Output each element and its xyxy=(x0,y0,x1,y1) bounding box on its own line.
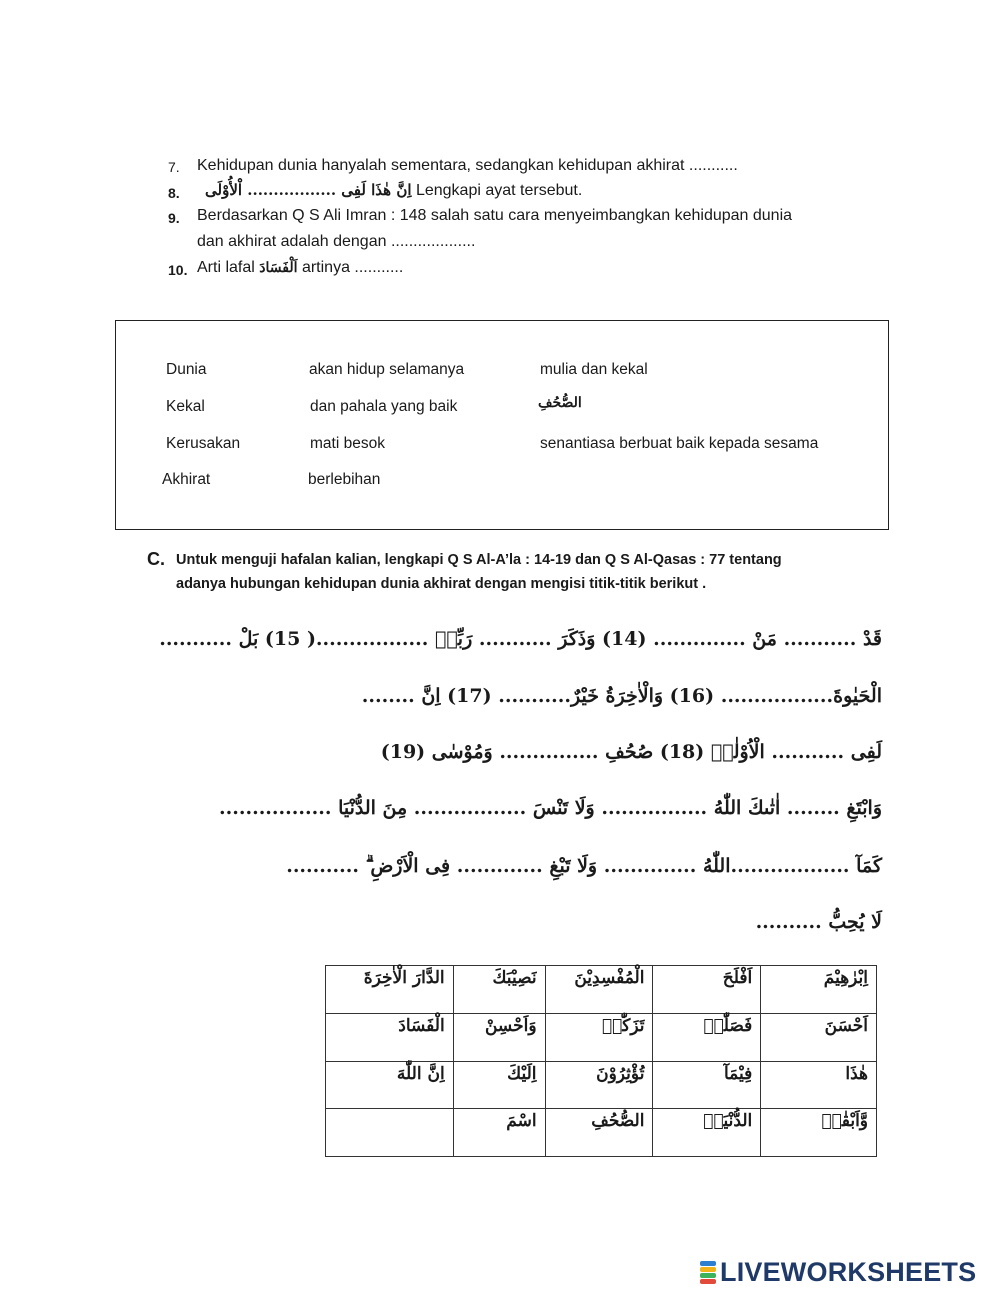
arabic-verse: اِنَّ هٰذَا لَفِى ................. اْلأُوْلَى xyxy=(205,181,412,199)
section-instruction-line1: Untuk menguji hafalan kalian, lengkapi Q S Al-A’la : 14-19 dan Q S Al-Qasas : 77 tentang xyxy=(176,552,782,568)
grid-cell: الْمُفْسِدِيْنَ xyxy=(545,966,653,1014)
arabic-word: اَلْفَسَادَ xyxy=(259,260,298,276)
word-bank-item: mulia dan kekal xyxy=(540,361,648,378)
grid-cell: الْفَسَادَ xyxy=(326,1013,454,1061)
table-row xyxy=(326,1109,877,1157)
grid-cell: اِلَيْكَ xyxy=(453,1061,545,1109)
table-row xyxy=(326,1061,877,1109)
question-number: 7. xyxy=(168,159,180,175)
question-number: 8. xyxy=(168,185,180,201)
verse-line-5: كَمَآ ..................اللّٰهُ .............. وَلَا تَبْغِ ............. فِى الْاَرْضِ ۗ ........... xyxy=(286,855,882,877)
grid-cell: اَحْسَنَ xyxy=(761,1013,877,1061)
grid-cell: فَصَلّٰىۗ xyxy=(653,1013,761,1061)
question-number: 9. xyxy=(168,210,180,226)
grid-cell: الدُّنْيَاۖ xyxy=(653,1109,761,1157)
grid-cell: تُؤْثِرُوْنَ xyxy=(545,1061,653,1109)
section-letter: C. xyxy=(147,549,165,569)
question-number: 10. xyxy=(168,262,188,278)
question-text-line1: Berdasarkan Q S Ali Imran : 148 salah satu cara menyeimbangkan kehidupan dunia xyxy=(197,207,793,224)
word-bank-item: akan hidup selamanya xyxy=(309,361,465,378)
grid-cell: اَفْلَحَ xyxy=(653,966,761,1014)
grid-cell: فِيْمَآ xyxy=(653,1061,761,1109)
grid-cell: الدَّارَ الْاٰخِرَةَ xyxy=(326,966,454,1014)
question-text-line2: dan akhirat adalah dengan ................... xyxy=(197,233,476,250)
grid-cell: وَّاَبْقٰىۗ xyxy=(761,1109,877,1157)
word-bank-item: mati besok xyxy=(310,435,385,452)
word-bank-item: الصُّحُفِ xyxy=(538,395,582,411)
grid-cell: اِبْرٰهِيْمَ xyxy=(761,966,877,1014)
grid-cell: نَصِيْبَكَ xyxy=(453,966,545,1014)
table-row xyxy=(326,1013,877,1061)
word-bank-item: Dunia xyxy=(166,361,207,378)
table-row xyxy=(326,966,877,1014)
verse-line-1: قَدْ ........... مَنْ .............. (14) وَذَكَرَ ........... رَبِّهٖ .................( 15) بَلْ ........... xyxy=(159,628,882,650)
section-instruction-line2: adanya hubungan kehidupan dunia akhirat dengan mengisi titik-titik berikut . xyxy=(176,576,707,592)
grid-cell xyxy=(326,1109,454,1157)
verse-line-4: وَابْتَغِ ........ اٰتٰىكَ اللّٰهُ ................ وَلَا تَنْسَ ................. مِنَ الدُّنْيَا ................. xyxy=(219,797,882,819)
question-text: Lengkapi ayat tersebut. xyxy=(415,182,583,199)
liveworksheets-logo xyxy=(700,1257,976,1287)
grid-cell: اسْمَ xyxy=(453,1109,545,1157)
grid-cell: الصُّحُفِ xyxy=(545,1109,653,1157)
word-bank-item: Kerusakan xyxy=(166,435,241,452)
grid-cell: اِنَّ اللّٰهَ xyxy=(326,1061,454,1109)
word-bank-item: senantiasa berbuat baik kepada sesama xyxy=(540,435,819,452)
grid-cell: وَاَحْسِنْ xyxy=(453,1013,545,1061)
arabic-word-grid xyxy=(325,965,877,1157)
liveworksheets-logo-icon xyxy=(700,1260,716,1284)
word-bank-item: dan pahala yang baik xyxy=(310,398,458,415)
verse-line-2: الْحَيٰوةَ................. (16) وَالْاٰخِرَةُ خَيْرٌ........... (17) اِنَّ ........ xyxy=(361,685,882,707)
grid-cell: هٰذَا xyxy=(761,1061,877,1109)
grid-cell: تَزَكّٰىۙ xyxy=(545,1013,653,1061)
verse-line-6: لَا يُحِبُّ .......... xyxy=(755,911,882,933)
question-prefix: Arti lafal xyxy=(197,259,255,276)
question-suffix: artinya ........... xyxy=(301,259,404,276)
logo-text: LIVEWORKSHEETS xyxy=(720,1256,977,1287)
word-bank-item: berlebihan xyxy=(308,471,381,488)
word-bank-item: Akhirat xyxy=(162,471,211,488)
word-bank-box xyxy=(115,320,889,530)
question-text: Kehidupan dunia hanyalah sementara, sedangkan kehidupan akhirat ........... xyxy=(197,157,738,174)
verse-line-3: لَفِى ........... الْاُوْلٰىۙ (18) صُحُفِ ............... وَمُوْسٰى (19) xyxy=(380,741,882,763)
word-bank-item: Kekal xyxy=(166,398,205,415)
